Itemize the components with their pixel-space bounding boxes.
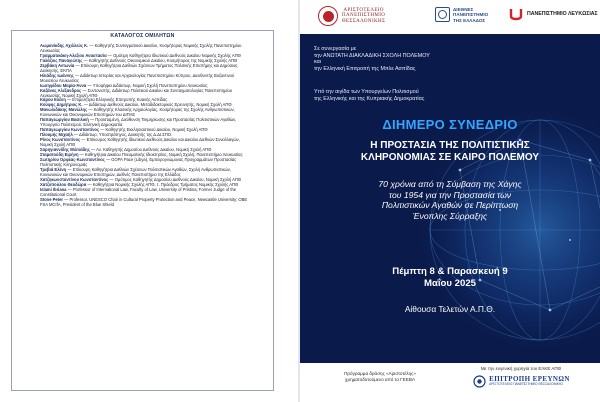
- speaker-affiliation: — Προϊσταμένη, Διεύθυνση Τεκμηρίωσης και Προστασίας Πολιτιστικών Αγαθών, Υπουργείο Πολιτισμού, Ελληνική Δημοκρατία: [40, 117, 237, 128]
- unic-logo: ΠΑΝΕΠΙΣΤΗΜΙΟ ΛΕΥΚΩΣΙΑΣ: [508, 6, 598, 22]
- speaker-name: Ιωσηφίδου Μαρία-Άννα: [40, 82, 87, 88]
- speaker-entry: [40, 198, 250, 208]
- sponsor-note: Με την ευγενική χορηγία του ΕΛΚΕ ΑΠΘ: [480, 366, 562, 371]
- speaker-affiliation: — Καθηγήτρια Δικαίου Πνευματικής Ιδιοκτησίας, Νομική Σχολή, Πανεπιστήμιο Λευκωσίας: [78, 151, 243, 157]
- speaker-affiliation: — Επίκουρη Καθηγήτρια Διεθνών Σχέσεων Πολιτιστικών Αγαθών, Σχολή Ανθρωπιστικών, Κοινωνικών και Οικονομικών Επιστημών, Διεθνές Πανεπιστήμιο της Ελλάδος: [40, 166, 231, 177]
- auspices-text: Υπό την αιγίδα των Υπουργείων Πολιτισμού της Ελληνικής και της Κυπριακής Δημοκρατίας: [314, 89, 425, 102]
- speaker-name: Σταματούδη Ειρήνη: [40, 151, 79, 157]
- speaker-name: Παπαγεωργίου Κωνσταντίνος: [40, 127, 100, 133]
- speakers-list: [40, 44, 250, 207]
- speaker-affiliation: — Καθηγητής Εκκλησιαστικού Δικαίου, Νομική Σχολή ΑΠΘ: [99, 127, 208, 133]
- speaker-name: Γαλάζιος Παναγιώτης: [40, 57, 83, 63]
- auth-logo: ΑΡΙΣΤΟΤΕΛΕΙΟ ΠΑΝΕΠΙΣΤΗΜΙΟ ΘΕΣΣΑΛΟΝΙΚΗΣ: [318, 6, 385, 26]
- speaker-name: Χατζηκωνσταντίνου Κωνσταντίνος: [40, 176, 109, 182]
- speaker-name: Παπαγεωργίου Βασιλική: [40, 117, 89, 123]
- speaker-affiliation: — Επίκουρη Καθηγήτρια Διεθνών Σχέσεων Τμήματος Πολιτικής Επιστήμης και Δημόσιας Διοίκησης, ΕΚΠΑ: [40, 62, 238, 73]
- elke-emblem-icon: [472, 374, 486, 388]
- conference-subtitle: 70 χρόνια από τη Σύμβαση της Χάγης του 1954 για την Προστασία των Πολιτιστικών Αγαθών σε Περίπτωση Ένοπλης Σύρραξης: [378, 179, 522, 221]
- speakers-frame: [11, 30, 274, 391]
- speaker-name: Κάρου Ελένη: [40, 97, 66, 103]
- elke-logo: ΕΠΙΤΡΟΠΗ ΕΡΕΥΝΩΝ ΑΡΙΣΤΟΤΕΛΕΙΟ ΠΑΝΕΠΙΣΤΗΜΙΟ ΘΕΣΣΑΛΟΝΙΚΗΣ: [446, 374, 596, 388]
- unic-emblem-icon: [508, 6, 524, 22]
- speaker-affiliation: — Ομότιμη Καθηγήτρια Ιδιωτικού Διεθνούς Δικαίου Νομικής Σχολής ΑΠΘ: [106, 52, 241, 58]
- cover-header-logos: [300, 0, 600, 34]
- speaker-name: Γραμματικάκη-Αλεξίου Αναστασία: [40, 52, 107, 58]
- speaker-affiliation: — GOPA Pace (Libya), Εμπειρογνώμονας Προγραμμάτων Προστασίας Πολιτιστικής Κληρονομιάς: [40, 156, 237, 167]
- speaker-affiliation: — Ομότιμος Καθηγητής Δημοσίου Διεθνούς Δικαίου, Νομική Σχολή ΑΠΘ: [108, 176, 242, 182]
- speaker-affiliation: — Καθηγητής Συνταγματικού Δικαίου, Κοσμήτορας Νομικής Σχολής Πανεπιστημίου Λευκωσίας: [40, 43, 242, 53]
- speaker-name: Stone Peter: [40, 196, 64, 202]
- auth-seal-icon: [318, 6, 338, 26]
- speaker-name: Ζερβάκη Αντωνία: [40, 62, 75, 68]
- speaker-affiliation: — Διδάκτωρ Διεθνούς Δικαίου, Μεταδιδακτορικός Ερευνητής, Νομική Σχολή ΑΠΘ: [82, 102, 232, 108]
- speaker-name: Σωτηρίου Ορφέας-Κωνσταντίνος: [40, 156, 105, 162]
- speaker-affiliation: — Professor, UNESCO Chair in Cultural Property Protection and Peace, Newcastle University; OBE FSA MCIfA, President of the Blue Shield: [40, 196, 248, 207]
- conference-date: Πέμπτη 8 & Παρασκευή 9 Μαΐου 2025: [392, 266, 508, 289]
- speakers-list-title: ΚΑΤΑΛΟΓΟΣ ΟΜΙΛΗΤΩΝ: [110, 33, 175, 39]
- collaboration-text: Σε συνεργασία με την ΑΝΩΤΑΤΗ ΔΙΑΚΛΑΔΙΚΗ ΣΧΟΛΗ ΠΟΛΕΜΟΥ και την Ελληνική Επιτροπή της Μπλε Ασπίδας: [314, 46, 430, 72]
- speaker-affiliation: — Καθηγήτρια Νομικής Σχολής ΑΠΘ, τ. Πρόεδρος Τμήματος Νομικής Σχολής ΑΠΘ: [86, 181, 239, 187]
- speaker-affiliation: — Επιμελήτρια Ελληνικής Επιτροπής Κυανής Ασπίδας: [65, 97, 168, 103]
- speaker-name: Πλουμής Μιχαήλ: [40, 132, 73, 138]
- ihu-logo: ΔΙΕΘΝΕΣ ΠΑΝΕΠΙΣΤΗΜΙΟ ΤΗΣ ΕΛΛΑΔΟΣ: [435, 7, 488, 23]
- speaker-name: Σαρηγιαννίδης Μιλτιάδης: [40, 147, 90, 153]
- speaker-affiliation: — Συντονιστής, Διδάκτωρ Πολιτικού Δικαίου και Συνταγματολογίας Πανεπιστημίου Λευκωσίας, Νομική Σχολή ΑΠΘ: [40, 87, 233, 98]
- speaker-affiliation: — Διδάκτωρ, Υποστράτηγος, Διοικητής της Δ.ΔΙ.ΣΠΟ.: [72, 132, 173, 138]
- speaker-name: Καζάνας Αλέξανδρος: [40, 87, 82, 93]
- speaker-name: Μανωλιδάκης Μανώλης: [40, 107, 88, 113]
- speaker-affiliation: — Αν. Καθηγητής Δημοσίου Διεθνούς Δικαίου, Νομική Σχολή ΑΠΘ: [89, 147, 212, 153]
- speaker-affiliation: — Καθηγητής Κλασικής Αρχαιολογίας, Κοσμήτορας της Σχολής Ανθρωπιστικών, Κοινωνικών και Οικονομικών Επιστημών του ΔΙΠΑΕ: [40, 107, 235, 118]
- speaker-affiliation: — Διδάκτωρ Ιστορίας και Αρχαιολογίας Πανεπιστημίου Κύπρου, Διευθυντής Βυζαντινού Μουσείου Λευκωσίας: [40, 72, 235, 83]
- speaker-affiliation: — Καθηγητής Διεθνούς Οικονομικού Δικαίου, Κοσμήτορας της Νομικής Σχολής ΑΠΘ: [82, 57, 238, 63]
- speaker-name: Κούφης Δημήτριος Κ.: [40, 102, 83, 108]
- speaker-name: Ρίνος Κωνσταντίνος: [40, 137, 81, 143]
- speakers-panel: [0, 0, 298, 402]
- speaker-name: Ηλιάδης Ιωάννης: [40, 72, 74, 78]
- speaker-name: Αωμανίκδης Αχιλλεύς Κ.: [40, 43, 89, 48]
- ihu-emblem-icon: [435, 7, 450, 22]
- conference-title: Η ΠΡΟΣΤΑΣΙΑ ΤΗΣ ΠΟΛΙΤΙΣΤΙΚΗΣ ΚΛΗΡΟΝΟΜΙΑΣ ΣΕ ΚΑΙΡΟ ΠΟΛΕΜΟΥ: [360, 140, 540, 163]
- speaker-name: Χατζοπούλου Θεοδώρα: [40, 181, 87, 187]
- speaker-affiliation: — Υποψήφια Διδάκτωρ, Νομική Σχολή Πανεπιστημίου Λευκωσίας: [86, 82, 208, 88]
- conference-venue: Αίθουσα Τελετών Α.Π.Θ.: [404, 304, 496, 314]
- speaker-affiliation: — Επίκουρος Καθηγητής Ιδιωτικού Διεθνούς Δικαίου και Δικαίου Διεθνών Συναλλαγών, Νομική Σχολή ΑΠΘ: [40, 137, 240, 148]
- speaker-name: Islami Ibriana: [40, 186, 67, 192]
- funding-note: Πρόγραμμα δράσης «Αριστοτέλης» χρηματοδοτούμενο από το ΓΕΕΒΑ: [344, 371, 416, 382]
- event-type-heading: ΔΙΗΜΕΡΟ ΣΥΝΕΔΡΙΟ: [382, 117, 518, 132]
- speaker-name: Τρεβιά Ελένη: [40, 166, 67, 172]
- speaker-affiliation: — Professor of International Law, Faculty of Law, University of Pristina; Former Judge of the Constitutional Court: [40, 186, 237, 197]
- cover-panel: [300, 0, 600, 402]
- cover-footer: [300, 363, 600, 402]
- sponsor-block: [446, 366, 596, 388]
